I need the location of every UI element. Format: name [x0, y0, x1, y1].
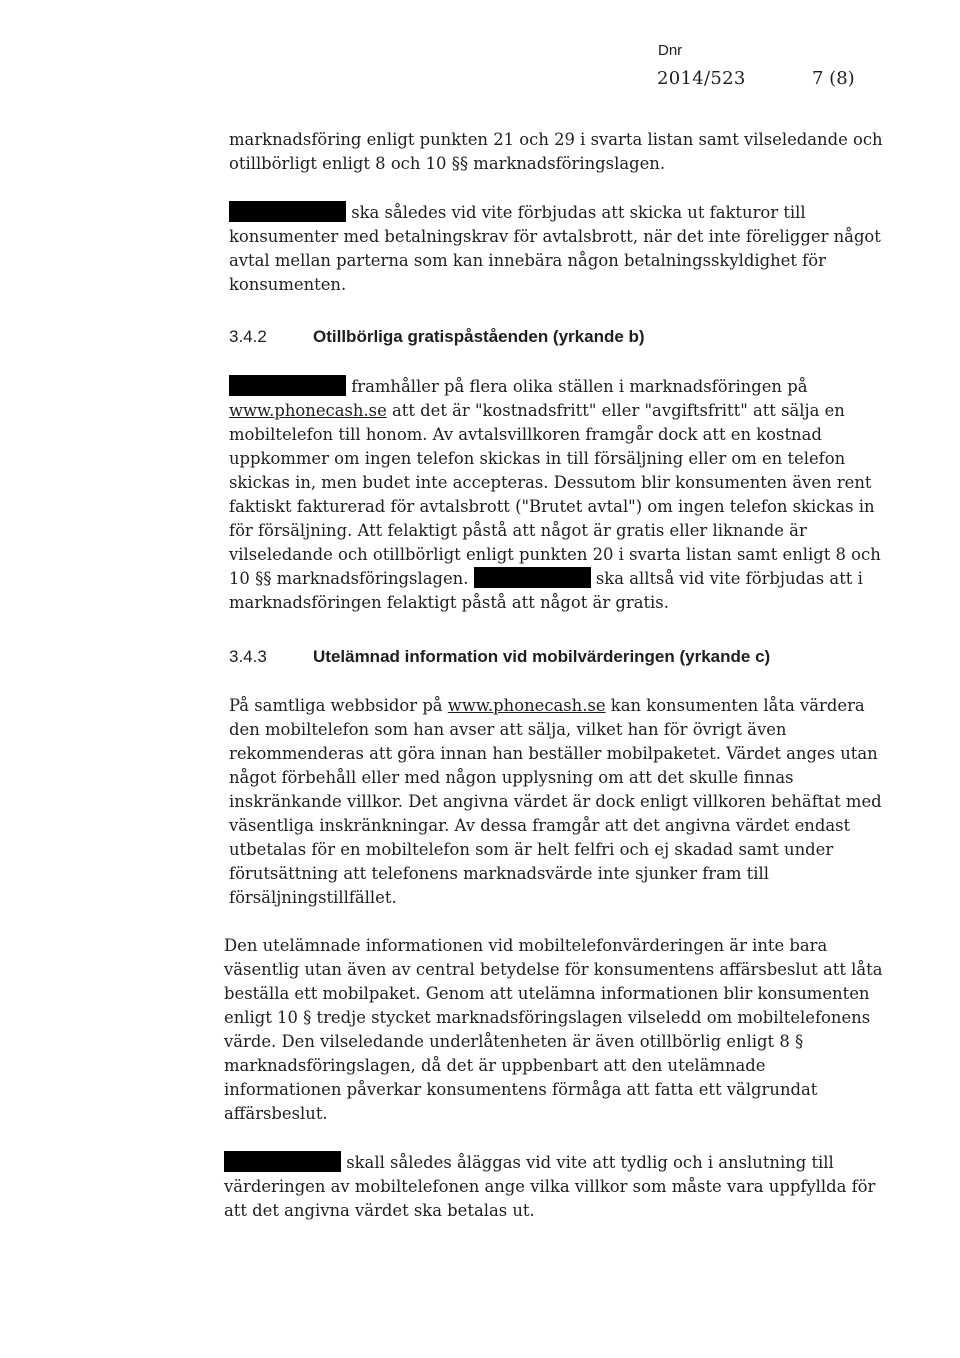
paragraph-line: den mobiltelefon som han avser att sälja, vilket han för övrigt även [229, 720, 787, 739]
intro-line: marknadsföring enligt punkten 21 och 29 i svarta listan samt vilseledande och [229, 130, 883, 149]
paragraph-line [229, 694, 865, 718]
paragraph-line: enligt 10 § tredje stycket marknadsföringslagen vilseledd om mobiltelefonens [224, 1008, 871, 1027]
paragraph-line: inskränkande villkor. Det angivna värdet är dock enligt villkoren behäftat med [229, 792, 882, 811]
paragraph-line: mobiltelefon till honom. Av avtalsvillkoren framgår dock att en kostnad [229, 425, 822, 444]
dnr-label: Dnr [658, 42, 683, 59]
paragraph-text: framhåller på flera olika ställen i marknadsföringen på [351, 377, 808, 396]
case-number: 2014/523 [657, 68, 746, 89]
paragraph-line [229, 201, 806, 225]
paragraph-line: uppkommer om ingen telefon skickas in till försäljning eller om en telefon [229, 449, 846, 468]
paragraph-line: avtal mellan parterna som kan innebära någon betalningsskyldighet för [229, 251, 826, 270]
paragraph-text: ska således vid vite förbjudas att skicka ut fakturor till [351, 203, 806, 222]
section-number: 3.4.2 [229, 327, 267, 346]
paragraph-line: beställa ett mobilpaket. Genom att utelämna informationen blir konsumenten [224, 984, 870, 1003]
paragraph-text: ska alltså vid vite förbjudas att i [595, 569, 863, 588]
phonecash-link[interactable]: www.phonecash.se [447, 696, 606, 715]
paragraph-line: utbetalas för en mobiltelefon som är helt felfri och ej skadad samt under [229, 840, 834, 859]
paragraph-line: för försäljning. Att felaktigt påstå att något är gratis eller liknande är [229, 521, 807, 540]
paragraph-line: informationen påverkar konsumentens förmåga att fatta ett välgrundat [224, 1080, 818, 1099]
redaction-bar [229, 375, 346, 396]
intro-line: otillbörligt enligt 8 och 10 §§ marknadsföringslagen. [229, 154, 666, 173]
paragraph-line: konsumenter med betalningskrav för avtalsbrott, när det inte föreligger något [229, 227, 881, 246]
paragraph-line: något förbehåll eller med någon upplysning om att det skulle finnas [229, 768, 794, 787]
paragraph-line [229, 567, 863, 591]
paragraph-line [229, 375, 807, 399]
paragraph-text: På samtliga webbsidor på [229, 696, 448, 715]
paragraph-line: affärsbeslut. [224, 1104, 328, 1123]
paragraph-text: kan konsumenten låta värdera [605, 696, 865, 715]
paragraph-text: skall således åläggas vid vite att tydlig och i anslutning till [346, 1153, 834, 1172]
paragraph-text: att det är "kostnadsfritt" eller "avgiftsfritt" att sälja en [386, 401, 845, 420]
redaction-bar [229, 201, 346, 222]
paragraph-line: vilseledande och otillbörligt enligt punkten 20 i svarta listan samt enligt 8 och [229, 545, 881, 564]
paragraph-line: skickas in, men budet inte accepteras. Dessutom blir konsumenten även rent [229, 473, 872, 492]
redaction-bar [474, 567, 591, 588]
paragraph-line: att det angivna värdet ska betalas ut. [224, 1201, 535, 1220]
paragraph-line: rekommenderas att göra innan han beställer mobilpaketet. Värdet anges utan [229, 744, 878, 763]
paragraph-line: marknadsföringen felaktigt påstå att något är gratis. [229, 593, 669, 612]
paragraph-line: förutsättning att telefonens marknadsvärde inte sjunker fram till [229, 864, 769, 883]
paragraph-line: Den utelämnade informationen vid mobiltelefonvärderingen är inte bara [224, 936, 828, 955]
paragraph-text: 10 §§ marknadsföringslagen. [229, 569, 469, 588]
phonecash-link[interactable]: www.phonecash.se [229, 401, 387, 420]
paragraph-line: värderingen av mobiltelefonen ange vilka villkor som måste vara uppfyllda för [224, 1177, 876, 1196]
redaction-bar [224, 1151, 341, 1172]
paragraph-line [229, 399, 845, 423]
paragraph-line: marknadsföringslagen, då det är uppbenbart att den utelämnade [224, 1056, 766, 1075]
paragraph-line: värde. Den vilseledande underlåtenheten är även otillbörlig enligt 8 § [224, 1032, 804, 1051]
section-title: Utelämnad information vid mobilvärderingen (yrkande c) [313, 647, 771, 666]
section-title: Otillbörliga gratispåståenden (yrkande b) [313, 327, 645, 346]
paragraph-line: försäljningstillfället. [229, 888, 397, 907]
paragraph-line: konsumenten. [229, 275, 347, 294]
paragraph-line: väsentliga inskränkningar. Av dessa framgår att det angivna värdet endast [229, 816, 851, 835]
page-number: 7 (8) [812, 68, 855, 89]
section-number: 3.4.3 [229, 647, 267, 666]
paragraph-line [224, 1151, 834, 1175]
paragraph-line: väsentlig utan även av central betydelse för konsumentens affärsbeslut att låta [224, 960, 883, 979]
paragraph-line: faktiskt fakturerad för avtalsbrott ("Brutet avtal") om ingen telefon skickas in [229, 497, 875, 516]
